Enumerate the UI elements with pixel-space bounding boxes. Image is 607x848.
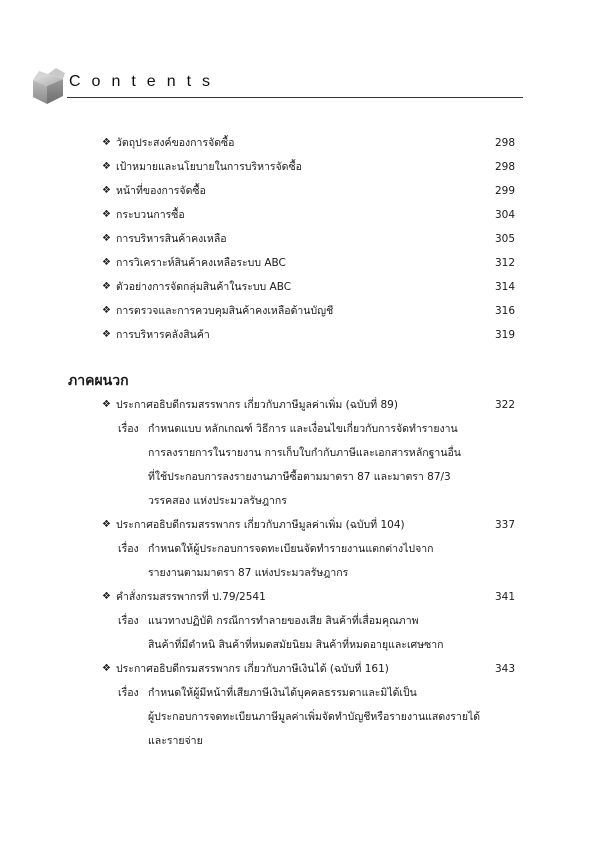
toc-page-number: 314	[494, 281, 515, 293]
diamond-bullet-icon: ❖	[102, 233, 111, 244]
toc-entry-title: การบริหารคลังสินค้า	[116, 329, 210, 341]
diamond-bullet-icon: ❖	[102, 399, 111, 410]
toc-page-number: 298	[494, 137, 515, 149]
appendix-page-number: 322	[494, 399, 515, 411]
topic-line: ผู้ประกอบการจดทะเบียนภาษีมูลค่าเพิ่มจัดทำบัญชีหรือรายงานแสดงรายได้	[148, 711, 481, 723]
toc-entry-title: ตัวอย่างการจัดกลุ่มสินค้าในระบบ ABC	[116, 281, 292, 293]
topic-label: เรื่อง	[118, 615, 139, 627]
topic-line: และรายจ่าย	[148, 735, 203, 747]
appendix-page-number: 341	[494, 591, 515, 603]
toc-entry-title: กระบวนการซื้อ	[116, 209, 185, 221]
diamond-bullet-icon: ❖	[102, 663, 111, 674]
toc-entry-title: การตรวจและการควบคุมสินค้าคงเหลือด้านบัญชี	[116, 305, 334, 317]
topic-line: กำหนดให้ผู้ประกอบการจดทะเบียนจัดทำรายงานแตกต่างไปจาก	[148, 543, 434, 555]
toc-page-number: 312	[494, 257, 515, 269]
appendix-entry-title: ประกาศอธิบดีกรมสรรพากร เกี่ยวกับภาษีมูลค่าเพิ่ม (ฉบับที่ 89)	[116, 399, 398, 411]
toc-page-number: 319	[494, 329, 515, 341]
toc-entry-title: หน้าที่ของการจัดซื้อ	[116, 185, 206, 197]
diamond-bullet-icon: ❖	[102, 137, 111, 148]
diamond-bullet-icon: ❖	[102, 257, 111, 268]
appendix-heading: ภาคผนวก	[68, 373, 129, 389]
box-icon	[29, 66, 67, 106]
topic-line: ที่ใช้ประกอบการลงรายงานภาษีซื้อตามมาตรา 87 และมาตรา 87/3	[148, 471, 451, 483]
appendix-entry-title: คำสั่งกรมสรรพากรที่ ป.79/2541	[116, 591, 266, 603]
header-divider	[67, 97, 523, 98]
topic-line: กำหนดแบบ หลักเกณฑ์ วิธีการ และเงื่อนไขเกี่ยวกับการจัดทำรายงาน	[148, 423, 458, 435]
topic-line: วรรคสอง แห่งประมวลรัษฎากร	[148, 495, 287, 507]
diamond-bullet-icon: ❖	[102, 591, 111, 602]
toc-entry-title: วัตถุประสงค์ของการจัดซื้อ	[116, 137, 235, 149]
toc-entry-title: เป้าหมายและนโยบายในการบริหารจัดซื้อ	[116, 161, 302, 173]
appendix-page-number: 343	[494, 663, 515, 675]
topic-line: การลงรายการในรายงาน การเก็บใบกำกับภาษีและเอกสารหลักฐานอื่น	[148, 447, 461, 459]
appendix-entry-title: ประกาศอธิบดีกรมสรรพากร เกี่ยวกับภาษีเงินได้ (ฉบับที่ 161)	[116, 663, 389, 675]
toc-entry-title: การบริหารสินค้าคงเหลือ	[116, 233, 227, 245]
appendix-page-number: 337	[494, 519, 515, 531]
diamond-bullet-icon: ❖	[102, 209, 111, 220]
page-title: Contents	[69, 73, 222, 90]
topic-line: กำหนดให้ผู้มีหน้าที่เสียภาษีเงินได้บุคคลธรรมดาและมิได้เป็น	[148, 687, 417, 699]
topic-line: รายงานตามมาตรา 87 แห่งประมวลรัษฎากร	[148, 567, 349, 579]
appendix-entry-title: ประกาศอธิบดีกรมสรรพากร เกี่ยวกับภาษีมูลค่าเพิ่ม (ฉบับที่ 104)	[116, 519, 405, 531]
diamond-bullet-icon: ❖	[102, 185, 111, 196]
topic-label: เรื่อง	[118, 543, 139, 555]
topic-line: สินค้าที่มีตำหนิ สินค้าที่หมดสมัยนิยม สินค้าที่หมดอายุและเศษซาก	[148, 639, 444, 651]
toc-page-number: 305	[494, 233, 515, 245]
topic-line: แนวทางปฏิบัติ กรณีการทำลายของเสีย สินค้าที่เสื่อมคุณภาพ	[148, 615, 419, 627]
diamond-bullet-icon: ❖	[102, 281, 111, 292]
diamond-bullet-icon: ❖	[102, 519, 111, 530]
diamond-bullet-icon: ❖	[102, 161, 111, 172]
toc-page-number: 299	[494, 185, 515, 197]
diamond-bullet-icon: ❖	[102, 329, 111, 340]
toc-page-number: 304	[494, 209, 515, 221]
topic-label: เรื่อง	[118, 423, 139, 435]
diamond-bullet-icon: ❖	[102, 305, 111, 316]
topic-label: เรื่อง	[118, 687, 139, 699]
toc-page-number: 316	[494, 305, 515, 317]
toc-page-number: 298	[494, 161, 515, 173]
toc-entry-title: การวิเคราะห์สินค้าคงเหลือระบบ ABC	[116, 257, 286, 269]
